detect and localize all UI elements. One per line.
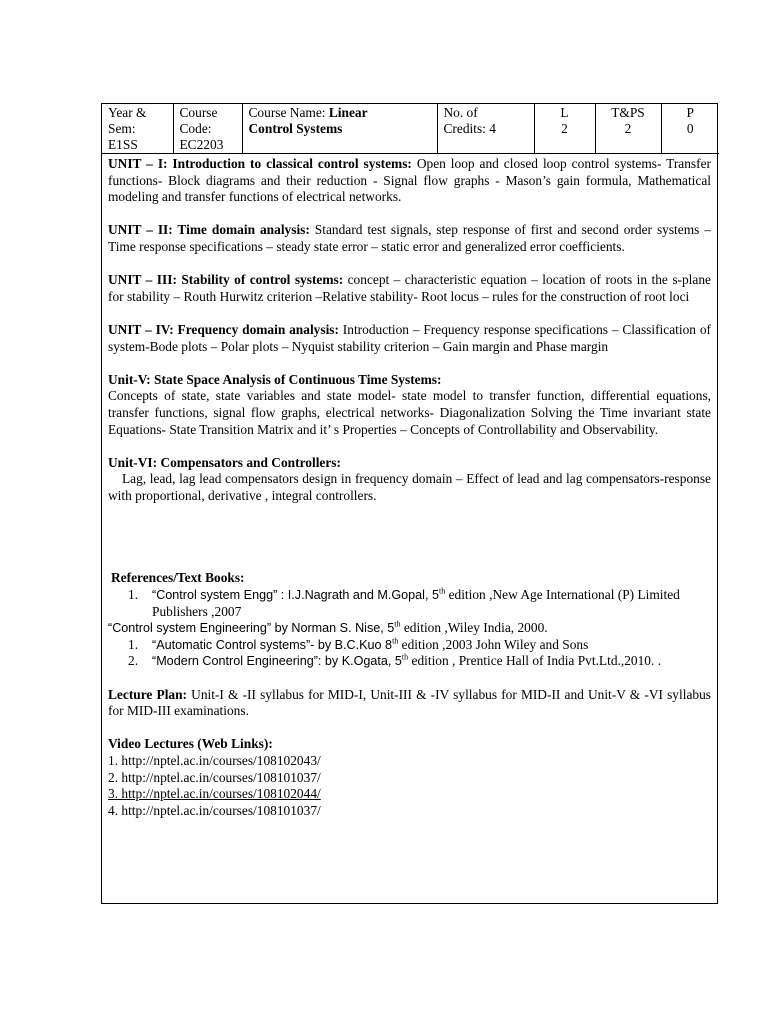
unit-2-text: Standard test signals, step response of first and second order systems – Time response specifications – steady state error – static error and generalized error coefficients.: [108, 222, 711, 254]
course-code-value: EC2203: [179, 137, 224, 152]
lecture-plan-title: Lecture Plan:: [108, 686, 188, 702]
unit-6: [108, 455, 711, 505]
references-heading: References/Text Books:: [111, 570, 245, 586]
course-header-table: [102, 104, 719, 154]
syllabus-body: [102, 154, 717, 819]
unit-1-text: Open loop and closed loop control systems- Transfer functions- Block diagrams and their reduction - Signal flow graphs - Mason’s gain formula, Mathematical modeling and transfer functions of electrical networks.: [108, 156, 711, 205]
unit-5-title: Unit-V: State Space Analysis of Continuous Time Systems:: [108, 371, 442, 387]
lecture-plan: [108, 687, 711, 720]
unit-1-title: UNIT – I: Introduction to classical control systems:: [108, 156, 412, 171]
lecture-plan-text: Unit-I & -II syllabus for MID-I, Unit-III & -IV syllabus for MID-II and Unit-V & -VI syllabus for MID-III examinations.: [108, 686, 711, 719]
course-code-label-2: Code:: [179, 121, 212, 136]
credits-label: No. of: [443, 105, 478, 120]
course-name-label: Course Name:: [248, 105, 326, 120]
course-name-bold-2: Control Systems: [248, 121, 343, 136]
year-sem-label-2: Sem:: [108, 121, 136, 136]
p-label: P: [686, 105, 694, 120]
tps-cell: [595, 104, 661, 154]
p-value: 0: [686, 121, 694, 136]
unit-6-title: Unit-VI: Compensators and Controllers:: [108, 454, 341, 470]
unit-5-text: Concepts of state, state variables and state model- state model to transfer function, differential equations, transfer functions, signal flow graphs, electrical networks- Diagonalization Solving the Time invariant state Equations- State Transition Matrix and it’ s Properties – Concepts of Controllability and Observability.: [108, 388, 711, 437]
l-label: L: [560, 105, 569, 120]
reference-4: 2. “Modern Control Engineering”: by K.Ogata, 5th edition , Prentice Hall of India Pvt.Ltd.,2010. .: [128, 652, 662, 669]
reference-1-number: 1.: [128, 587, 139, 603]
reference-3: 1. “Automatic Control systems”- by B.C.Kuo 8th edition ,2003 John Wiley and Sons: [128, 636, 589, 652]
year-sem-value: E1SS: [108, 137, 138, 152]
unit-5: [108, 372, 711, 438]
l-value: 2: [561, 121, 568, 136]
unit-4-title: UNIT – IV: Frequency domain analysis:: [108, 321, 339, 337]
unit-3: [108, 272, 711, 305]
tps-label: T&PS: [611, 105, 645, 120]
course-name-cell: [242, 104, 437, 154]
unit-3-text: concept – characteristic equation – location of roots in the s-plane for stability – Routh Hurwitz criterion –Relative stability- Root locus – rules for the construction of root loci: [108, 272, 711, 304]
reference-2: “Control system Engineering” by Norman S. Nise, 5th edition ,Wiley India, 2000.: [108, 619, 548, 636]
year-sem-cell: [102, 104, 173, 154]
unit-4-text: Introduction – Frequency response specifications – Classification of system-Bode plots – Polar plots – Nyquist stability criterion – Gain margin and Phase margin: [108, 321, 711, 354]
video-link-4[interactable]: 4. http://nptel.ac.in/courses/108101037/: [108, 802, 321, 818]
year-sem-label: Year &: [108, 105, 147, 120]
credits-cell: [437, 104, 534, 154]
video-link-3[interactable]: 3. http://nptel.ac.in/courses/108102044/: [108, 786, 321, 802]
unit-6-text: Lag, lead, lag lead compensators design in frequency domain – Effect of lead and lag compensators-response with proportional, derivative , integral controllers.: [108, 471, 711, 503]
credits-value: Credits: 4: [443, 121, 496, 136]
video-lectures: [108, 736, 711, 819]
course-code-cell: [173, 104, 242, 154]
reference-3-number: 1.: [128, 636, 139, 652]
references-section: [108, 570, 711, 670]
video-link-2[interactable]: 2. http://nptel.ac.in/courses/108101037/: [108, 769, 321, 785]
video-lectures-title: Video Lectures (Web Links):: [108, 736, 273, 752]
unit-3-title: UNIT – III: Stability of control systems:: [108, 272, 344, 288]
tps-value: 2: [624, 121, 632, 136]
syllabus-sheet: [101, 103, 718, 904]
course-code-label: Course: [179, 105, 218, 120]
unit-2-title: UNIT – II: Time domain analysis:: [108, 222, 310, 238]
unit-4: [108, 322, 711, 355]
course-name-bold: Linear: [328, 105, 368, 120]
unit-1: [108, 156, 711, 206]
video-link-1[interactable]: 1. http://nptel.ac.in/courses/108102043/: [108, 753, 321, 768]
l-cell: [534, 104, 595, 154]
p-cell: [661, 104, 719, 154]
reference-1: 1. “Control system Engg” : I.J.Nagrath and M.Gopal, 5th edition ,New Age International (P) Limited Publishers ,2007: [128, 586, 680, 619]
reference-4-number: 2.: [128, 653, 139, 669]
unit-2: [108, 222, 711, 255]
